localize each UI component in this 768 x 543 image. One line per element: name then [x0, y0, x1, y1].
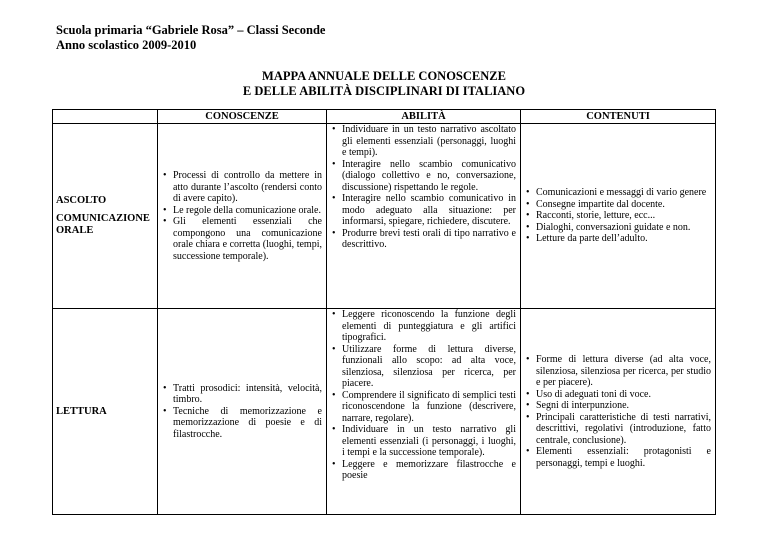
list-item: • Uso di adeguati toni di voce. — [521, 389, 715, 401]
list-item: • Segni di interpunzione. — [521, 400, 715, 412]
school-year: Anno scolastico 2009-2010 — [56, 38, 197, 52]
title-line-1: MAPPA ANNUALE DELLE CONOSCENZE — [262, 69, 506, 83]
table-row — [53, 309, 716, 515]
conoscenze-cell — [158, 124, 327, 309]
conoscenze-cell — [158, 309, 327, 515]
abilita-cell — [327, 309, 521, 515]
list-item: • Leggere e memorizzare filastrocche e poesie — [327, 459, 520, 482]
header-conoscenze: CONOSCENZE — [158, 110, 327, 124]
contenuti-cell — [521, 124, 716, 309]
list-item: • Comprendere il significato di semplici testi riconoscendone la funzione (descrivere, narrare, regolare). — [327, 390, 520, 425]
list-item: • Principali caratteristiche di testi narrativi, descrittivi, regolativi (introduzione, fatto centrale, conclusione). — [521, 412, 715, 447]
list-item: • Individuare in un testo narrativo ascoltato gli elementi essenziali (personaggi, luoghi e tempi). — [327, 124, 520, 159]
table-row — [53, 124, 716, 309]
list-item: • Racconti, storie, letture, ecc... — [521, 210, 715, 222]
list-item: • Produrre brevi testi orali di tipo narrativo e descrittivo. — [327, 228, 520, 251]
list-item: • Leggere riconoscendo la funzione degli elementi di punteggiatura e gli artifici tipografici. — [327, 309, 520, 344]
area-label: COMUNICAZIONE ORALE — [56, 213, 150, 236]
list-item: • Individuare in un testo narrativo gli elementi essenziali (i personaggi, i luoghi, i tempi e la successione temporale). — [327, 424, 520, 459]
document-header — [56, 23, 325, 53]
list-item: • Utilizzare forme di lettura diverse, funzionali allo scopo: ad alta voce, silenziosa, silenziosa per ricerca, per piacere. — [327, 344, 520, 390]
list-item: • Tecniche di memorizzazione e memorizzazione di poesie e di filastrocche. — [158, 406, 326, 441]
list-item: • Forme di lettura diverse (ad alta voce, silenziosa, silenziosa per ricerca, per studio e per piacere). — [521, 354, 715, 389]
contenuti-cell — [521, 309, 716, 515]
area-label: LETTURA — [56, 405, 107, 417]
list-item: • Le regole della comunicazione orale. — [158, 205, 326, 217]
header-area — [53, 110, 158, 124]
document-title — [0, 69, 768, 99]
abilita-cell — [327, 124, 521, 309]
school-name: Scuola primaria “Gabriele Rosa” – Classi Seconde — [56, 23, 326, 37]
list-item: • Consegne impartite dal docente. — [521, 199, 715, 211]
title-line-2: E DELLE ABILITÀ DISCIPLINARI DI ITALIANO — [242, 84, 526, 98]
area-label: ASCOLTO — [56, 195, 107, 206]
header-abilita: ABILITÀ — [327, 110, 521, 124]
list-item: • Interagire nello scambio comunicativo (dialogo collettivo e no, conversazione, discussione) rispettando le regole. — [327, 159, 520, 194]
row-area-ascolto — [53, 124, 158, 309]
list-item: • Gli elementi essenziali che compongono una comunicazione orale chiara e corretta (luoghi, tempi, successione temporale). — [158, 216, 326, 262]
list-item: • Processi di controllo da mettere in atto durante l’ascolto (rendersi conto di avere capito). — [158, 170, 326, 205]
list-item: • Interagire nello scambio comunicativo in modo adeguato alla situazione: per informarsi, spiegare, richiedere, discutere. — [327, 193, 520, 228]
list-item: • Comunicazioni e messaggi di vario genere — [521, 187, 715, 199]
list-item: • Letture da parte dell’adulto. — [521, 233, 715, 245]
list-item: • Elementi essenziali: protagonisti e personaggi, tempi e luoghi. — [521, 446, 715, 469]
list-item: • Dialoghi, conversazioni guidate e non. — [521, 222, 715, 234]
row-area-lettura — [53, 309, 158, 515]
header-contenuti: CONTENUTI — [521, 110, 716, 124]
skills-map-table — [52, 109, 716, 515]
list-item: • Tratti prosodici: intensità, velocità, timbro. — [158, 383, 326, 406]
table-header-row — [53, 110, 716, 124]
